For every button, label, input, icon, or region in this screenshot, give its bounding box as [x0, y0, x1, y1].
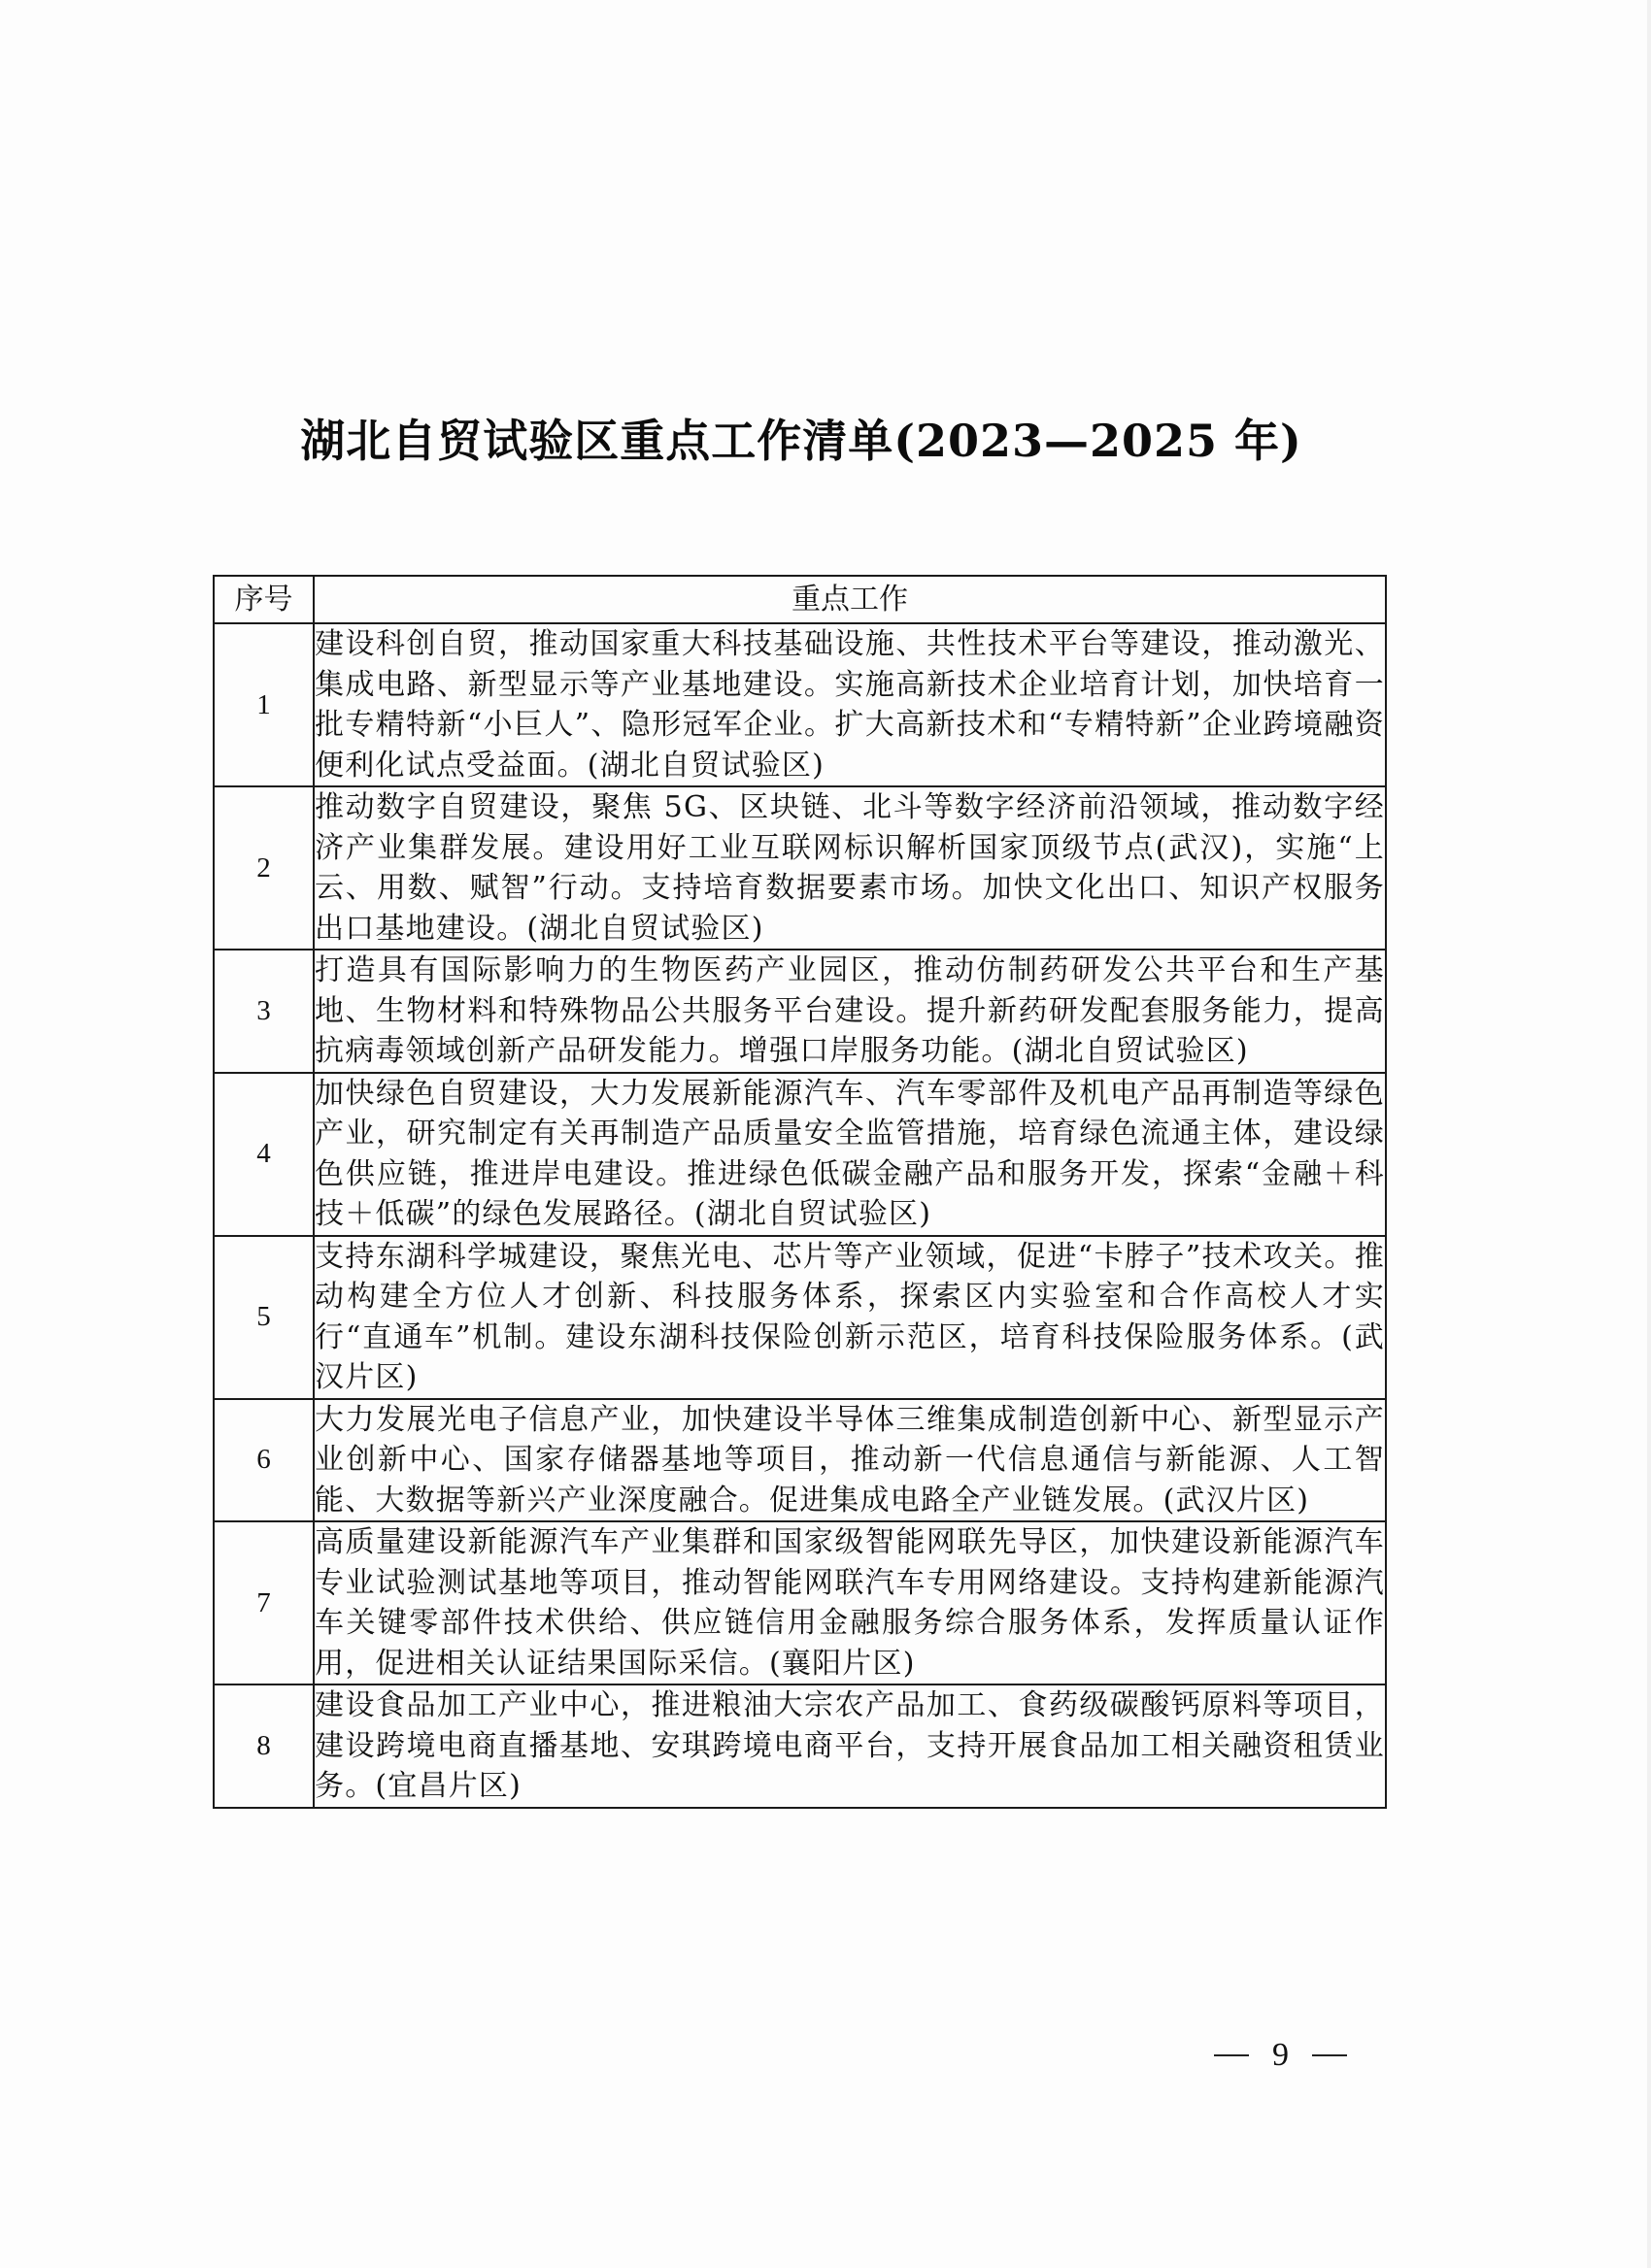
table-row: [214, 1399, 1386, 1522]
table-row: [214, 623, 1386, 786]
scan-edge: [1647, 0, 1651, 2268]
row-number: 7: [214, 1521, 314, 1684]
row-number: 1: [214, 623, 314, 786]
document-title: 湖北自贸试验区重点工作清单(2023—2025 年): [300, 415, 1302, 467]
table-row: [214, 1073, 1386, 1236]
dash-right: [1312, 2054, 1347, 2056]
row-work-text: 建设食品加工产业中心，推进粮油大宗农产品加工、食药级碳酸钙原料等项目，建设跨境电商直播基地、安琪跨境电商平台，支持开展食品加工相关融资租赁业务。(宜昌片区): [314, 1684, 1386, 1808]
header-work: 重点工作: [314, 576, 1386, 623]
table-row: [214, 1521, 1386, 1684]
table-row: [214, 950, 1386, 1073]
page-number-footer: [1214, 2037, 1408, 2074]
table-row: [214, 1684, 1386, 1808]
table-row: [214, 786, 1386, 950]
row-work-text: 支持东湖科学城建设，聚焦光电、芯片等产业领域，促进“卡脖子”技术攻关。推动构建全方位人才创新、科技服务体系，探索区内实验室和合作高校人才实行“直通车”机制。建设东湖科技保险创新示范区，培育科技保险服务体系。(武汉片区): [314, 1236, 1386, 1399]
dash-left: [1214, 2054, 1249, 2056]
row-work-text: 推动数字自贸建设，聚焦 5G、区块链、北斗等数字经济前沿领域，推动数字经济产业集群发展。建设用好工业互联网标识解析国家顶级节点(武汉)，实施“上云、用数、赋智”行动。支持培育数据要素市场。加快文化出口、知识产权服务出口基地建设。(湖北自贸试验区): [314, 786, 1386, 950]
row-work-text: 高质量建设新能源汽车产业集群和国家级智能网联先导区，加快建设新能源汽车专业试验测试基地等项目，推动智能网联汽车专用网络建设。支持构建新能源汽车关键零部件技术供给、供应链信用金融服务综合服务体系，发挥质量认证作用，促进相关认证结果国际采信。(襄阳片区): [314, 1521, 1386, 1684]
row-work-text: 加快绿色自贸建设，大力发展新能源汽车、汽车零部件及机电产品再制造等绿色产业，研究制定有关再制造产品质量安全监管措施，培育绿色流通主体，建设绿色供应链，推进岸电建设。推进绿色低碳金融产品和服务开发，探索“金融＋科技＋低碳”的绿色发展路径。(湖北自贸试验区): [314, 1073, 1386, 1236]
row-number: 3: [214, 950, 314, 1073]
row-work-text: 打造具有国际影响力的生物医药产业园区，推动仿制药研发公共平台和生产基地、生物材料和特殊物品公共服务平台建设。提升新药研发配套服务能力，提高抗病毒领域创新产品研发能力。增强口岸服务功能。(湖北自贸试验区): [314, 950, 1386, 1073]
row-number: 8: [214, 1684, 314, 1808]
row-work-text: 大力发展光电子信息产业，加快建设半导体三维集成制造创新中心、新型显示产业创新中心、国家存储器基地等项目，推动新一代信息通信与新能源、人工智能、大数据等新兴产业深度融合。促进集成电路全产业链发展。(武汉片区): [314, 1399, 1386, 1522]
row-number: 6: [214, 1399, 314, 1522]
row-number: 5: [214, 1236, 314, 1399]
table-row: [214, 1236, 1386, 1399]
key-work-table: [213, 575, 1387, 1809]
header-no: 序号: [214, 576, 314, 623]
page-number: 9: [1272, 2037, 1289, 2073]
row-work-text: 建设科创自贸，推动国家重大科技基础设施、共性技术平台等建设，推动激光、集成电路、新型显示等产业基地建设。实施高新技术企业培育计划，加快培育一批专精特新“小巨人”、隐形冠军企业。扩大高新技术和“专精特新”企业跨境融资便利化试点受益面。(湖北自贸试验区): [314, 623, 1386, 786]
table-header-row: [214, 576, 1386, 623]
row-number: 4: [214, 1073, 314, 1236]
row-number: 2: [214, 786, 314, 950]
